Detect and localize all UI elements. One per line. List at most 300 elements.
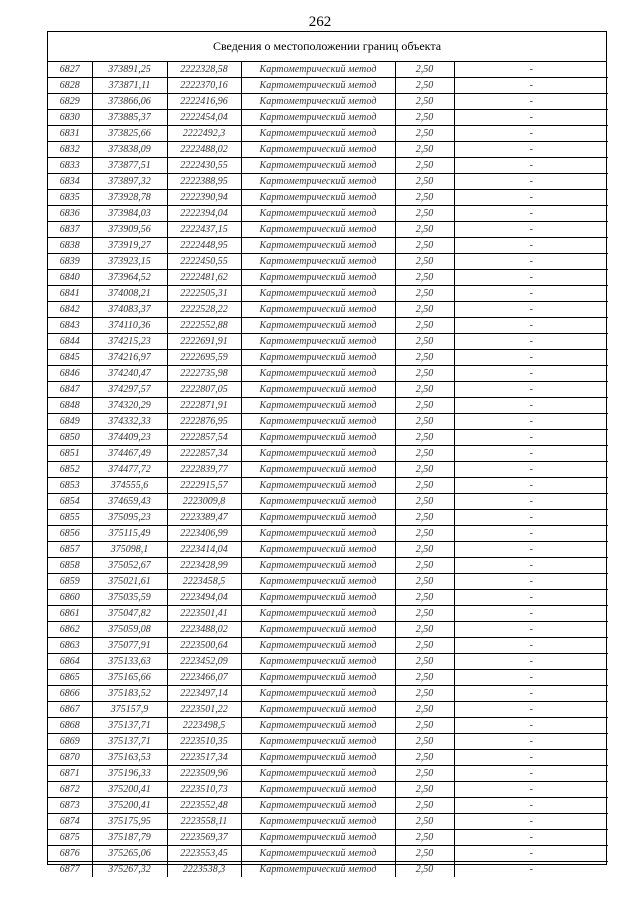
description-cell: - (454, 462, 608, 478)
x-coordinate-cell: 375021,61 (92, 574, 167, 590)
description-cell: - (454, 622, 608, 638)
y-coordinate-cell: 2222450,55 (167, 254, 241, 270)
description-cell: - (454, 430, 608, 446)
table-row (48, 446, 608, 462)
table-row (48, 190, 608, 206)
description-cell: - (454, 686, 608, 702)
y-coordinate-cell: 2223497,14 (167, 686, 241, 702)
x-coordinate-cell: 374297,57 (92, 382, 167, 398)
y-coordinate-cell: 2222857,54 (167, 430, 241, 446)
method-cell: Картометрический метод (241, 222, 395, 238)
table-row (48, 478, 608, 494)
table-row (48, 558, 608, 574)
x-coordinate-cell: 373871,11 (92, 78, 167, 94)
method-cell: Картометрический метод (241, 142, 395, 158)
table-row (48, 750, 608, 766)
description-cell: - (454, 574, 608, 590)
description-cell: - (454, 158, 608, 174)
accuracy-cell: 2,50 (395, 270, 454, 286)
y-coordinate-cell: 2223458,5 (167, 574, 241, 590)
accuracy-cell: 2,50 (395, 638, 454, 654)
x-coordinate-cell: 375115,49 (92, 526, 167, 542)
x-coordinate-cell: 374083,37 (92, 302, 167, 318)
table-body (48, 62, 608, 877)
point-number-cell: 6853 (48, 478, 92, 494)
method-cell: Картометрический метод (241, 718, 395, 734)
method-cell: Картометрический метод (241, 350, 395, 366)
description-cell: - (454, 334, 608, 350)
x-coordinate-cell: 375265,06 (92, 846, 167, 862)
method-cell: Картометрический метод (241, 190, 395, 206)
point-number-cell: 6834 (48, 174, 92, 190)
point-number-cell: 6870 (48, 750, 92, 766)
x-coordinate-cell: 374008,21 (92, 286, 167, 302)
description-cell: - (454, 254, 608, 270)
y-coordinate-cell: 2222839,77 (167, 462, 241, 478)
point-number-cell: 6874 (48, 814, 92, 830)
accuracy-cell: 2,50 (395, 478, 454, 494)
y-coordinate-cell: 2223389,47 (167, 510, 241, 526)
method-cell: Картометрический метод (241, 846, 395, 862)
point-number-cell: 6864 (48, 654, 92, 670)
method-cell: Картометрический метод (241, 862, 395, 878)
table-row (48, 686, 608, 702)
point-number-cell: 6875 (48, 830, 92, 846)
method-cell: Картометрический метод (241, 590, 395, 606)
x-coordinate-cell: 375163,53 (92, 750, 167, 766)
point-number-cell: 6866 (48, 686, 92, 702)
method-cell: Картометрический метод (241, 270, 395, 286)
method-cell: Картометрический метод (241, 702, 395, 718)
method-cell: Картометрический метод (241, 382, 395, 398)
table-row (48, 110, 608, 126)
accuracy-cell: 2,50 (395, 62, 454, 78)
table-row (48, 414, 608, 430)
method-cell: Картометрический метод (241, 766, 395, 782)
x-coordinate-cell: 375200,41 (92, 782, 167, 798)
method-cell: Картометрический метод (241, 398, 395, 414)
accuracy-cell: 2,50 (395, 686, 454, 702)
method-cell: Картометрический метод (241, 478, 395, 494)
method-cell: Картометрический метод (241, 798, 395, 814)
accuracy-cell: 2,50 (395, 382, 454, 398)
y-coordinate-cell: 2222394,04 (167, 206, 241, 222)
table-row (48, 798, 608, 814)
description-cell: - (454, 270, 608, 286)
method-cell: Картометрический метод (241, 734, 395, 750)
x-coordinate-cell: 374467,49 (92, 446, 167, 462)
x-coordinate-cell: 373909,56 (92, 222, 167, 238)
point-number-cell: 6842 (48, 302, 92, 318)
table-row (48, 270, 608, 286)
description-cell: - (454, 510, 608, 526)
description-cell: - (454, 590, 608, 606)
point-number-cell: 6863 (48, 638, 92, 654)
point-number-cell: 6829 (48, 94, 92, 110)
x-coordinate-cell: 375137,71 (92, 734, 167, 750)
page-number: 262 (308, 14, 332, 30)
point-number-cell: 6843 (48, 318, 92, 334)
description-cell: - (454, 830, 608, 846)
point-number-cell: 6839 (48, 254, 92, 270)
x-coordinate-cell: 374240,47 (92, 366, 167, 382)
description-cell: - (454, 142, 608, 158)
accuracy-cell: 2,50 (395, 206, 454, 222)
x-coordinate-cell: 375047,82 (92, 606, 167, 622)
y-coordinate-cell: 2223498,5 (167, 718, 241, 734)
x-coordinate-cell: 374110,36 (92, 318, 167, 334)
accuracy-cell: 2,50 (395, 654, 454, 670)
method-cell: Картометрический метод (241, 254, 395, 270)
point-number-cell: 6850 (48, 430, 92, 446)
x-coordinate-cell: 375035,59 (92, 590, 167, 606)
point-number-cell: 6861 (48, 606, 92, 622)
x-coordinate-cell: 374215,23 (92, 334, 167, 350)
accuracy-cell: 2,50 (395, 94, 454, 110)
table-row (48, 238, 608, 254)
x-coordinate-cell: 374216,97 (92, 350, 167, 366)
method-cell: Картометрический метод (241, 110, 395, 126)
table-row (48, 670, 608, 686)
point-number-cell: 6876 (48, 846, 92, 862)
method-cell: Картометрический метод (241, 750, 395, 766)
x-coordinate-cell: 373877,51 (92, 158, 167, 174)
x-coordinate-cell: 374555,6 (92, 478, 167, 494)
description-cell: - (454, 558, 608, 574)
point-number-cell: 6830 (48, 110, 92, 126)
y-coordinate-cell: 2222492,3 (167, 126, 241, 142)
method-cell: Картометрический метод (241, 814, 395, 830)
description-cell: - (454, 798, 608, 814)
table-row (48, 654, 608, 670)
method-cell: Картометрический метод (241, 366, 395, 382)
x-coordinate-cell: 373866,06 (92, 94, 167, 110)
method-cell: Картометрический метод (241, 318, 395, 334)
point-number-cell: 6854 (48, 494, 92, 510)
description-cell: - (454, 206, 608, 222)
accuracy-cell: 2,50 (395, 846, 454, 862)
table-row (48, 830, 608, 846)
accuracy-cell: 2,50 (395, 766, 454, 782)
x-coordinate-cell: 375059,08 (92, 622, 167, 638)
y-coordinate-cell: 2223569,37 (167, 830, 241, 846)
accuracy-cell: 2,50 (395, 750, 454, 766)
method-cell: Картометрический метод (241, 510, 395, 526)
description-cell: - (454, 494, 608, 510)
table-row (48, 462, 608, 478)
accuracy-cell: 2,50 (395, 606, 454, 622)
y-coordinate-cell: 2222876,95 (167, 414, 241, 430)
x-coordinate-cell: 375095,23 (92, 510, 167, 526)
table-row (48, 158, 608, 174)
table-row (48, 526, 608, 542)
accuracy-cell: 2,50 (395, 574, 454, 590)
y-coordinate-cell: 2223406,99 (167, 526, 241, 542)
table-row (48, 846, 608, 862)
point-number-cell: 6877 (48, 862, 92, 878)
x-coordinate-cell: 373838,09 (92, 142, 167, 158)
y-coordinate-cell: 2222488,02 (167, 142, 241, 158)
table-row (48, 622, 608, 638)
description-cell: - (454, 750, 608, 766)
x-coordinate-cell: 373928,78 (92, 190, 167, 206)
point-number-cell: 6837 (48, 222, 92, 238)
method-cell: Картометрический метод (241, 286, 395, 302)
x-coordinate-cell: 373891,25 (92, 62, 167, 78)
y-coordinate-cell: 2222735,98 (167, 366, 241, 382)
description-cell: - (454, 350, 608, 366)
accuracy-cell: 2,50 (395, 366, 454, 382)
x-coordinate-cell: 375157,9 (92, 702, 167, 718)
table-row (48, 782, 608, 798)
accuracy-cell: 2,50 (395, 238, 454, 254)
description-cell: - (454, 478, 608, 494)
point-number-cell: 6873 (48, 798, 92, 814)
description-cell: - (454, 126, 608, 142)
method-cell: Картометрический метод (241, 542, 395, 558)
x-coordinate-cell: 375165,66 (92, 670, 167, 686)
table-row (48, 334, 608, 350)
point-number-cell: 6847 (48, 382, 92, 398)
description-cell: - (454, 398, 608, 414)
point-number-cell: 6868 (48, 718, 92, 734)
accuracy-cell: 2,50 (395, 126, 454, 142)
y-coordinate-cell: 2223552,48 (167, 798, 241, 814)
y-coordinate-cell: 2223501,41 (167, 606, 241, 622)
description-cell: - (454, 174, 608, 190)
accuracy-cell: 2,50 (395, 430, 454, 446)
y-coordinate-cell: 2223009,8 (167, 494, 241, 510)
x-coordinate-cell: 375187,79 (92, 830, 167, 846)
y-coordinate-cell: 2222691,91 (167, 334, 241, 350)
y-coordinate-cell: 2222915,57 (167, 478, 241, 494)
y-coordinate-cell: 2222437,15 (167, 222, 241, 238)
point-number-cell: 6833 (48, 158, 92, 174)
point-number-cell: 6827 (48, 62, 92, 78)
table-row (48, 254, 608, 270)
accuracy-cell: 2,50 (395, 302, 454, 318)
y-coordinate-cell: 2223466,07 (167, 670, 241, 686)
y-coordinate-cell: 2222807,05 (167, 382, 241, 398)
table-row (48, 318, 608, 334)
method-cell: Картометрический метод (241, 526, 395, 542)
x-coordinate-cell: 373825,66 (92, 126, 167, 142)
description-cell: - (454, 766, 608, 782)
point-number-cell: 6852 (48, 462, 92, 478)
y-coordinate-cell: 2222481,62 (167, 270, 241, 286)
point-number-cell: 6832 (48, 142, 92, 158)
table-row (48, 718, 608, 734)
x-coordinate-cell: 373897,32 (92, 174, 167, 190)
method-cell: Картометрический метод (241, 622, 395, 638)
accuracy-cell: 2,50 (395, 718, 454, 734)
table-row (48, 382, 608, 398)
point-number-cell: 6844 (48, 334, 92, 350)
x-coordinate-cell: 373923,15 (92, 254, 167, 270)
y-coordinate-cell: 2222454,04 (167, 110, 241, 126)
point-number-cell: 6869 (48, 734, 92, 750)
y-coordinate-cell: 2222448,95 (167, 238, 241, 254)
description-cell: - (454, 110, 608, 126)
description-cell: - (454, 526, 608, 542)
method-cell: Картометрический метод (241, 414, 395, 430)
x-coordinate-cell: 375137,71 (92, 718, 167, 734)
x-coordinate-cell: 374477,72 (92, 462, 167, 478)
point-number-cell: 6865 (48, 670, 92, 686)
method-cell: Картометрический метод (241, 62, 395, 78)
accuracy-cell: 2,50 (395, 142, 454, 158)
y-coordinate-cell: 2223558,11 (167, 814, 241, 830)
accuracy-cell: 2,50 (395, 286, 454, 302)
x-coordinate-cell: 375175,95 (92, 814, 167, 830)
accuracy-cell: 2,50 (395, 174, 454, 190)
y-coordinate-cell: 2222857,34 (167, 446, 241, 462)
table-row (48, 606, 608, 622)
table-row (48, 174, 608, 190)
y-coordinate-cell: 2222695,59 (167, 350, 241, 366)
method-cell: Картометрический метод (241, 446, 395, 462)
point-number-cell: 6840 (48, 270, 92, 286)
description-cell: - (454, 638, 608, 654)
accuracy-cell: 2,50 (395, 446, 454, 462)
table-row (48, 702, 608, 718)
y-coordinate-cell: 2223452,09 (167, 654, 241, 670)
method-cell: Картометрический метод (241, 238, 395, 254)
method-cell: Картометрический метод (241, 574, 395, 590)
method-cell: Картометрический метод (241, 462, 395, 478)
description-cell: - (454, 62, 608, 78)
point-number-cell: 6872 (48, 782, 92, 798)
x-coordinate-cell: 375200,41 (92, 798, 167, 814)
table-row (48, 286, 608, 302)
table-row (48, 814, 608, 830)
x-coordinate-cell: 375183,52 (92, 686, 167, 702)
y-coordinate-cell: 2223538,3 (167, 862, 241, 878)
method-cell: Картометрический метод (241, 606, 395, 622)
x-coordinate-cell: 373964,52 (92, 270, 167, 286)
table-title: Сведения о местоположении границ объекта (48, 32, 606, 62)
x-coordinate-cell: 374320,29 (92, 398, 167, 414)
description-cell: - (454, 238, 608, 254)
method-cell: Картометрический метод (241, 206, 395, 222)
description-cell: - (454, 846, 608, 862)
table-row (48, 430, 608, 446)
accuracy-cell: 2,50 (395, 542, 454, 558)
y-coordinate-cell: 2223510,35 (167, 734, 241, 750)
y-coordinate-cell: 2222328,58 (167, 62, 241, 78)
accuracy-cell: 2,50 (395, 622, 454, 638)
y-coordinate-cell: 2222370,16 (167, 78, 241, 94)
point-number-cell: 6855 (48, 510, 92, 526)
description-cell: - (454, 286, 608, 302)
point-number-cell: 6860 (48, 590, 92, 606)
description-cell: - (454, 318, 608, 334)
y-coordinate-cell: 2222505,31 (167, 286, 241, 302)
point-number-cell: 6849 (48, 414, 92, 430)
description-cell: - (454, 446, 608, 462)
table-row (48, 94, 608, 110)
y-coordinate-cell: 2223414,04 (167, 542, 241, 558)
accuracy-cell: 2,50 (395, 318, 454, 334)
accuracy-cell: 2,50 (395, 414, 454, 430)
method-cell: Картометрический метод (241, 78, 395, 94)
accuracy-cell: 2,50 (395, 350, 454, 366)
y-coordinate-cell: 2223517,34 (167, 750, 241, 766)
table-row (48, 350, 608, 366)
table-row (48, 494, 608, 510)
description-cell: - (454, 94, 608, 110)
x-coordinate-cell: 373919,27 (92, 238, 167, 254)
point-number-cell: 6851 (48, 446, 92, 462)
accuracy-cell: 2,50 (395, 782, 454, 798)
description-cell: - (454, 814, 608, 830)
y-coordinate-cell: 2222552,88 (167, 318, 241, 334)
method-cell: Картометрический метод (241, 126, 395, 142)
method-cell: Картометрический метод (241, 94, 395, 110)
method-cell: Картометрический метод (241, 430, 395, 446)
y-coordinate-cell: 2223553,45 (167, 846, 241, 862)
table-row (48, 542, 608, 558)
y-coordinate-cell: 2223501,22 (167, 702, 241, 718)
accuracy-cell: 2,50 (395, 510, 454, 526)
x-coordinate-cell: 373984,03 (92, 206, 167, 222)
table-row (48, 206, 608, 222)
point-number-cell: 6836 (48, 206, 92, 222)
x-coordinate-cell: 375098,1 (92, 542, 167, 558)
point-number-cell: 6857 (48, 542, 92, 558)
table-row (48, 590, 608, 606)
description-cell: - (454, 782, 608, 798)
table-row (48, 510, 608, 526)
description-cell: - (529, 864, 533, 876)
method-cell: Картометрический метод (241, 638, 395, 654)
accuracy-cell: 2,50 (395, 798, 454, 814)
y-coordinate-cell: 2223494,04 (167, 590, 241, 606)
point-number-cell: 6846 (48, 366, 92, 382)
y-coordinate-cell: 2223428,99 (167, 558, 241, 574)
accuracy-cell: 2,50 (395, 734, 454, 750)
description-cell: - (454, 542, 608, 558)
point-number-cell: 6835 (48, 190, 92, 206)
description-cell: - (454, 414, 608, 430)
y-coordinate-cell: 2223488,02 (167, 622, 241, 638)
description-cell: - (454, 718, 608, 734)
x-coordinate-cell: 375267,32 (92, 862, 167, 878)
y-coordinate-cell: 2222430,55 (167, 158, 241, 174)
y-coordinate-cell: 2223500,64 (167, 638, 241, 654)
description-cell: - (454, 382, 608, 398)
table-row (48, 366, 608, 382)
description-cell: - (454, 78, 608, 94)
description-cell: - (454, 670, 608, 686)
accuracy-cell: 2,50 (395, 494, 454, 510)
point-number-cell: 6831 (48, 126, 92, 142)
point-number-cell: 6841 (48, 286, 92, 302)
table-row (48, 398, 608, 414)
table-row (48, 62, 608, 78)
point-number-cell: 6862 (48, 622, 92, 638)
x-coordinate-cell: 374332,33 (92, 414, 167, 430)
accuracy-cell: 2,50 (395, 590, 454, 606)
accuracy-cell: 2,50 (395, 254, 454, 270)
description-cell: - (454, 702, 608, 718)
table-row (48, 222, 608, 238)
x-coordinate-cell: 375133,63 (92, 654, 167, 670)
point-number-cell: 6828 (48, 78, 92, 94)
y-coordinate-cell: 2222871,91 (167, 398, 241, 414)
table-row (48, 574, 608, 590)
point-number-cell: 6867 (48, 702, 92, 718)
